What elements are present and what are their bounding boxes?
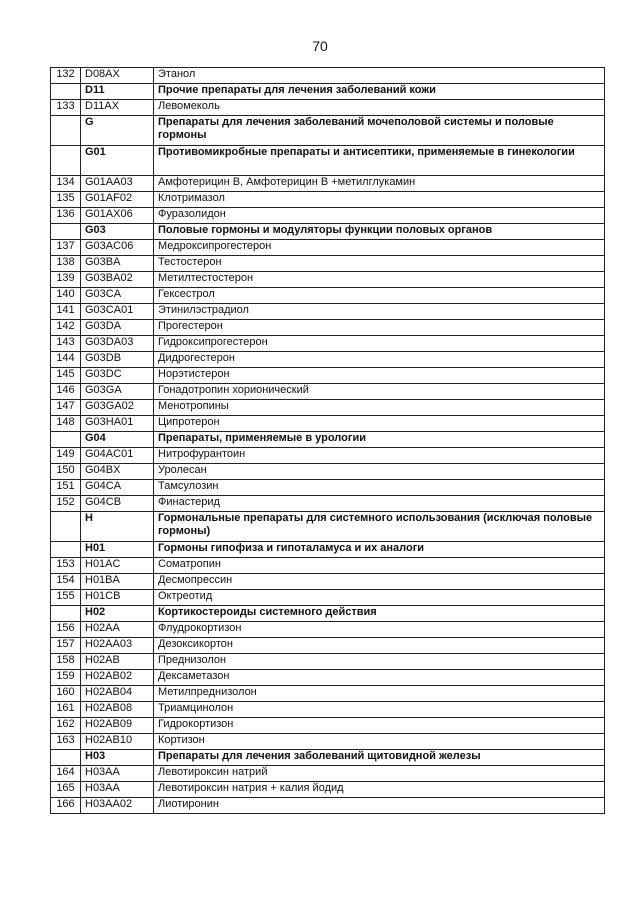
table-group-row (51, 512, 605, 542)
row-number-cell: 166 (51, 798, 81, 814)
table-row (51, 798, 605, 814)
drug-name-cell: Противомикробные препараты и антисептики, применяемые в гинекологии (154, 146, 605, 176)
drug-name-cell: Гидроксипрогестерон (154, 336, 605, 352)
table-row (51, 686, 605, 702)
atc-code-cell: H01AC (81, 558, 154, 574)
atc-code-cell: D08AX (81, 68, 154, 84)
atc-code-cell: G01AF02 (81, 192, 154, 208)
drug-name-cell: Препараты, применяемые в урологии (154, 432, 605, 448)
drug-name-cell: Лиотиронин (154, 798, 605, 814)
atc-code-cell: G03CA01 (81, 304, 154, 320)
table-row (51, 288, 605, 304)
row-number-cell: 159 (51, 670, 81, 686)
table-row (51, 400, 605, 416)
atc-code-cell: H03AA02 (81, 798, 154, 814)
drug-name-cell: Препараты для лечения заболеваний мочеполовой системы и половые гормоны (154, 116, 605, 146)
drug-name-cell: Метилпреднизолон (154, 686, 605, 702)
drug-name-cell: Кортизон (154, 734, 605, 750)
table-row (51, 416, 605, 432)
row-number-cell: 163 (51, 734, 81, 750)
atc-code-cell: G03GA (81, 384, 154, 400)
row-number-cell: 138 (51, 256, 81, 272)
row-number-cell: 142 (51, 320, 81, 336)
drug-name-cell: Ципротерон (154, 416, 605, 432)
table-row (51, 320, 605, 336)
drug-name-cell: Фуразолидон (154, 208, 605, 224)
drug-name-cell: Левотироксин натрий (154, 766, 605, 782)
drug-name-cell: Кортикостероиды системного действия (154, 606, 605, 622)
row-number-cell (51, 146, 81, 176)
drug-name-cell: Препараты для лечения заболеваний щитовидной железы (154, 750, 605, 766)
table-row (51, 574, 605, 590)
drug-name-cell: Левотироксин натрия + калия йодид (154, 782, 605, 798)
table-row (51, 590, 605, 606)
atc-code-cell: H02 (81, 606, 154, 622)
table-row (51, 68, 605, 84)
row-number-cell: 152 (51, 496, 81, 512)
row-number-cell (51, 750, 81, 766)
atc-code-cell: D11 (81, 84, 154, 100)
row-number-cell: 146 (51, 384, 81, 400)
atc-code-cell: H02AB02 (81, 670, 154, 686)
atc-code-cell: G04CB (81, 496, 154, 512)
drug-name-cell: Финастерид (154, 496, 605, 512)
row-number-cell: 132 (51, 68, 81, 84)
table-row (51, 622, 605, 638)
atc-code-cell: D11AX (81, 100, 154, 116)
atc-code-cell: H01BA (81, 574, 154, 590)
drug-name-cell: Левомеколь (154, 100, 605, 116)
row-number-cell: 133 (51, 100, 81, 116)
table-group-row (51, 116, 605, 146)
row-number-cell: 139 (51, 272, 81, 288)
table-row (51, 718, 605, 734)
atc-code-cell: H02AB10 (81, 734, 154, 750)
row-number-cell (51, 224, 81, 240)
drug-name-cell: Метилтестостерон (154, 272, 605, 288)
table-group-row (51, 542, 605, 558)
table-row (51, 368, 605, 384)
row-number-cell: 147 (51, 400, 81, 416)
atc-code-cell: G03GA02 (81, 400, 154, 416)
atc-code-cell: H02AA03 (81, 638, 154, 654)
atc-drug-table (50, 67, 605, 814)
atc-code-cell: G03DA03 (81, 336, 154, 352)
row-number-cell: 145 (51, 368, 81, 384)
drug-name-cell: Прочие препараты для лечения заболеваний кожи (154, 84, 605, 100)
table-row (51, 766, 605, 782)
row-number-cell: 153 (51, 558, 81, 574)
drug-name-cell: Норэтистерон (154, 368, 605, 384)
row-number-cell (51, 116, 81, 146)
atc-code-cell: G03HA01 (81, 416, 154, 432)
atc-code-cell: G01AA03 (81, 176, 154, 192)
drug-name-cell: Флудрокортизон (154, 622, 605, 638)
row-number-cell: 160 (51, 686, 81, 702)
table-row (51, 176, 605, 192)
table-row (51, 496, 605, 512)
atc-code-cell: G03DB (81, 352, 154, 368)
row-number-cell: 161 (51, 702, 81, 718)
drug-name-cell: Нитрофурантоин (154, 448, 605, 464)
row-number-cell: 150 (51, 464, 81, 480)
row-number-cell: 157 (51, 638, 81, 654)
drug-name-cell: Преднизолон (154, 654, 605, 670)
drug-name-cell: Гонадотропин хорионический (154, 384, 605, 400)
row-number-cell (51, 432, 81, 448)
table-group-row (51, 750, 605, 766)
row-number-cell: 141 (51, 304, 81, 320)
drug-name-cell: Этинилэстрадиол (154, 304, 605, 320)
row-number-cell (51, 606, 81, 622)
table-row (51, 670, 605, 686)
table-group-row (51, 146, 605, 176)
row-number-cell: 136 (51, 208, 81, 224)
row-number-cell: 134 (51, 176, 81, 192)
table-row (51, 208, 605, 224)
row-number-cell (51, 542, 81, 558)
table-row (51, 782, 605, 798)
table-row (51, 336, 605, 352)
drug-name-cell: Гормональные препараты для системного использования (исключая половые гормоны) (154, 512, 605, 542)
atc-code-cell: H01CB (81, 590, 154, 606)
row-number-cell: 162 (51, 718, 81, 734)
table-row (51, 304, 605, 320)
table-row (51, 464, 605, 480)
atc-table-body (51, 68, 605, 814)
table-row (51, 654, 605, 670)
drug-name-cell: Менотропины (154, 400, 605, 416)
table-group-row (51, 84, 605, 100)
atc-code-cell: G03DC (81, 368, 154, 384)
atc-code-cell: G04 (81, 432, 154, 448)
atc-code-cell: G03 (81, 224, 154, 240)
row-number-cell: 154 (51, 574, 81, 590)
row-number-cell: 137 (51, 240, 81, 256)
atc-code-cell: H01 (81, 542, 154, 558)
atc-code-cell: G01AX06 (81, 208, 154, 224)
table-row (51, 702, 605, 718)
table-row (51, 734, 605, 750)
drug-name-cell: Гормоны гипофиза и гипоталамуса и их аналоги (154, 542, 605, 558)
drug-name-cell: Гексестрол (154, 288, 605, 304)
atc-code-cell: H03AA (81, 782, 154, 798)
table-row (51, 352, 605, 368)
atc-code-cell: G (81, 116, 154, 146)
row-number-cell: 156 (51, 622, 81, 638)
table-row (51, 448, 605, 464)
row-number-cell: 148 (51, 416, 81, 432)
drug-name-cell: Медроксипрогестерон (154, 240, 605, 256)
atc-code-cell: G04AC01 (81, 448, 154, 464)
drug-name-cell: Прогестерон (154, 320, 605, 336)
atc-code-cell: G04CA (81, 480, 154, 496)
table-row (51, 192, 605, 208)
drug-name-cell: Этанол (154, 68, 605, 84)
table-group-row (51, 224, 605, 240)
row-number-cell: 149 (51, 448, 81, 464)
drug-name-cell: Дидрогестерон (154, 352, 605, 368)
row-number-cell (51, 84, 81, 100)
row-number-cell: 140 (51, 288, 81, 304)
row-number-cell: 155 (51, 590, 81, 606)
atc-code-cell: H03 (81, 750, 154, 766)
atc-code-cell: G01 (81, 146, 154, 176)
atc-code-cell: H (81, 512, 154, 542)
page-number: 70 (312, 38, 328, 54)
table-group-row (51, 432, 605, 448)
atc-code-cell: H03AA (81, 766, 154, 782)
row-number-cell (51, 512, 81, 542)
atc-code-cell: H02AA (81, 622, 154, 638)
row-number-cell: 165 (51, 782, 81, 798)
row-number-cell: 144 (51, 352, 81, 368)
table-row (51, 100, 605, 116)
drug-name-cell: Дексаметазон (154, 670, 605, 686)
drug-name-cell: Дезоксикортон (154, 638, 605, 654)
atc-code-cell: G03DA (81, 320, 154, 336)
atc-code-cell: G03AC06 (81, 240, 154, 256)
atc-code-cell: H02AB09 (81, 718, 154, 734)
table-row (51, 256, 605, 272)
row-number-cell: 158 (51, 654, 81, 670)
atc-code-cell: H02AB04 (81, 686, 154, 702)
atc-code-cell: G03BA02 (81, 272, 154, 288)
drug-name-cell: Тамсулозин (154, 480, 605, 496)
row-number-cell: 151 (51, 480, 81, 496)
table-group-row (51, 606, 605, 622)
atc-code-cell: G04BX (81, 464, 154, 480)
table-row (51, 240, 605, 256)
atc-code-cell: H02AB08 (81, 702, 154, 718)
row-number-cell: 143 (51, 336, 81, 352)
table-row (51, 384, 605, 400)
drug-name-cell: Гидрокортизон (154, 718, 605, 734)
drug-name-cell: Десмопрессин (154, 574, 605, 590)
drug-name-cell: Триамцинолон (154, 702, 605, 718)
drug-name-cell: Половые гормоны и модуляторы функции половых органов (154, 224, 605, 240)
drug-name-cell: Уролесан (154, 464, 605, 480)
table-row (51, 558, 605, 574)
drug-name-cell: Амфотерицин В, Амфотерицин В +метилглукамин (154, 176, 605, 192)
row-number-cell: 135 (51, 192, 81, 208)
atc-code-cell: G03BA (81, 256, 154, 272)
atc-code-cell: G03CA (81, 288, 154, 304)
table-row (51, 638, 605, 654)
atc-code-cell: H02AB (81, 654, 154, 670)
table-row (51, 272, 605, 288)
drug-name-cell: Соматропин (154, 558, 605, 574)
drug-name-cell: Клотримазол (154, 192, 605, 208)
drug-name-cell: Тестостерон (154, 256, 605, 272)
table-row (51, 480, 605, 496)
row-number-cell: 164 (51, 766, 81, 782)
drug-name-cell: Октреотид (154, 590, 605, 606)
